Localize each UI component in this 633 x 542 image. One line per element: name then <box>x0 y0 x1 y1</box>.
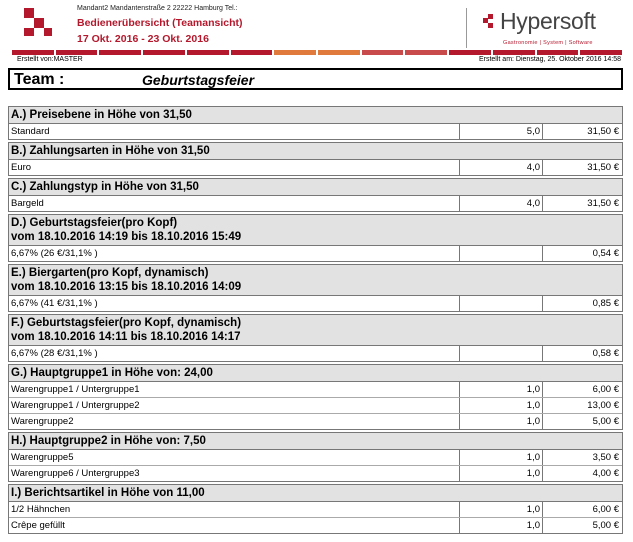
table-row <box>9 196 622 211</box>
color-bar-segment <box>12 50 54 55</box>
row-amount: 0,85 € <box>542 296 622 311</box>
hypersoft-logo-icon <box>483 14 497 28</box>
table-row <box>9 397 622 413</box>
table-row <box>9 450 622 465</box>
mandant-address: Mandant2 Mandantenstraße 2 22222 Hamburg Tel.: <box>77 5 238 12</box>
row-quantity: 1,0 <box>459 382 542 397</box>
report-section <box>8 106 623 140</box>
section-header <box>9 265 622 296</box>
row-label: 6,67% (26 €/31,1% ) <box>11 248 98 259</box>
color-bar-segment <box>318 50 360 55</box>
row-quantity: 1,0 <box>459 450 542 465</box>
table-row <box>9 296 622 311</box>
color-bar-segment <box>187 50 229 55</box>
brand-tagline: Gastronomie | System | Software <box>503 40 593 46</box>
section-title: H.) Hauptgruppe2 in Höhe von: 7,50 <box>11 435 206 447</box>
row-quantity: 4,0 <box>459 160 542 175</box>
color-bar-segment <box>143 50 185 55</box>
table-row <box>9 413 622 429</box>
report-section <box>8 178 623 212</box>
row-quantity: 1,0 <box>459 398 542 413</box>
color-bar-segment <box>493 50 535 55</box>
section-header <box>9 433 622 450</box>
report-section <box>8 142 623 176</box>
row-label: Crêpe gefüllt <box>11 520 65 531</box>
section-header <box>9 215 622 246</box>
row-amount: 31,50 € <box>542 124 622 139</box>
row-amount: 6,00 € <box>542 502 622 517</box>
color-bar-segment <box>449 50 491 55</box>
color-bar-segment <box>99 50 141 55</box>
row-label: 1/2 Hähnchen <box>11 504 71 515</box>
color-bar-segment <box>231 50 273 55</box>
created-at: Erstellt am: Dienstag, 25. Oktober 2016 14:58 <box>478 56 621 63</box>
section-title: E.) Biergarten(pro Kopf, dynamisch) <box>11 267 209 279</box>
table-row <box>9 124 622 139</box>
section-title: F.) Geburtstagsfeier(pro Kopf, dynamisch) <box>11 317 242 329</box>
color-bar-segment <box>362 50 404 55</box>
color-bar-segment <box>537 50 579 55</box>
row-label: Standard <box>11 126 50 137</box>
row-label: Warengruppe1 / Untergruppe1 <box>11 384 140 395</box>
table-row <box>9 465 622 481</box>
section-header <box>9 365 622 382</box>
section-title: A.) Preisebene in Höhe von 31,50 <box>11 109 192 121</box>
row-amount: 31,50 € <box>542 196 622 211</box>
created-by: Erstellt von:MASTER <box>17 56 83 63</box>
row-label: Euro <box>11 162 32 173</box>
color-bar-segment <box>274 50 316 55</box>
row-quantity: 1,0 <box>459 518 542 533</box>
report-section <box>8 214 623 262</box>
table-row <box>9 517 622 533</box>
color-bar-segment <box>580 50 622 55</box>
table-row <box>9 346 622 361</box>
section-title: C.) Zahlungstyp in Höhe von 31,50 <box>11 181 199 193</box>
row-quantity: 1,0 <box>459 502 542 517</box>
section-title: G.) Hauptgruppe1 in Höhe von: 24,00 <box>11 367 213 379</box>
team-label: Team : <box>14 71 65 88</box>
row-amount: 0,58 € <box>542 346 622 361</box>
mandant-logo-icon <box>24 8 52 36</box>
row-label: Warengruppe6 / Untergruppe3 <box>11 468 140 479</box>
header-color-bar <box>12 50 622 55</box>
row-amount: 0,54 € <box>542 246 622 261</box>
section-title: B.) Zahlungsarten in Höhe von 31,50 <box>11 145 210 157</box>
row-amount: 4,00 € <box>542 466 622 481</box>
row-quantity: 5,0 <box>459 124 542 139</box>
team-box <box>8 68 623 90</box>
brand-name: Hypersoft <box>500 8 596 34</box>
report-sections <box>8 106 623 536</box>
table-row <box>9 246 622 261</box>
table-row <box>9 160 622 175</box>
row-amount: 5,00 € <box>542 518 622 533</box>
team-name: Geburtstagsfeier <box>142 72 255 88</box>
color-bar-segment <box>405 50 447 55</box>
section-subtitle: vom 18.10.2016 14:11 bis 18.10.2016 14:17 <box>11 331 241 343</box>
report-section <box>8 314 623 362</box>
row-label: 6,67% (41 €/31,1% ) <box>11 298 98 309</box>
row-amount: 5,00 € <box>542 414 622 429</box>
section-header <box>9 179 622 196</box>
row-label: 6,67% (28 €/31,1% ) <box>11 348 98 359</box>
section-title: I.) Berichtsartikel in Höhe von 11,00 <box>11 487 205 499</box>
table-row <box>9 502 622 517</box>
row-quantity: 1,0 <box>459 466 542 481</box>
row-quantity <box>459 296 542 311</box>
section-title: D.) Geburtstagsfeier(pro Kopf) <box>11 217 178 229</box>
section-header <box>9 485 622 502</box>
row-amount: 3,50 € <box>542 450 622 465</box>
row-label: Bargeld <box>11 198 44 209</box>
table-row <box>9 382 622 397</box>
header-divider <box>466 8 467 48</box>
report-section <box>8 484 623 534</box>
section-header <box>9 143 622 160</box>
section-subtitle: vom 18.10.2016 13:15 bis 18.10.2016 14:09 <box>11 281 242 293</box>
report-period: 17 Okt. 2016 - 23 Okt. 2016 <box>77 33 209 45</box>
row-quantity <box>459 346 542 361</box>
row-label: Warengruppe2 <box>11 416 74 427</box>
section-header <box>9 107 622 124</box>
row-label: Warengruppe1 / Untergruppe2 <box>11 400 140 411</box>
report-section <box>8 264 623 312</box>
report-title: Bedienerübersicht (Teamansicht) <box>77 17 243 29</box>
report-section <box>8 364 623 430</box>
color-bar-segment <box>56 50 98 55</box>
report-section <box>8 432 623 482</box>
section-subtitle: vom 18.10.2016 14:19 bis 18.10.2016 15:49 <box>11 231 242 243</box>
row-quantity: 4,0 <box>459 196 542 211</box>
row-quantity <box>459 246 542 261</box>
row-amount: 13,00 € <box>542 398 622 413</box>
row-amount: 31,50 € <box>542 160 622 175</box>
row-amount: 6,00 € <box>542 382 622 397</box>
row-quantity: 1,0 <box>459 414 542 429</box>
row-label: Warengruppe5 <box>11 452 74 463</box>
section-header <box>9 315 622 346</box>
